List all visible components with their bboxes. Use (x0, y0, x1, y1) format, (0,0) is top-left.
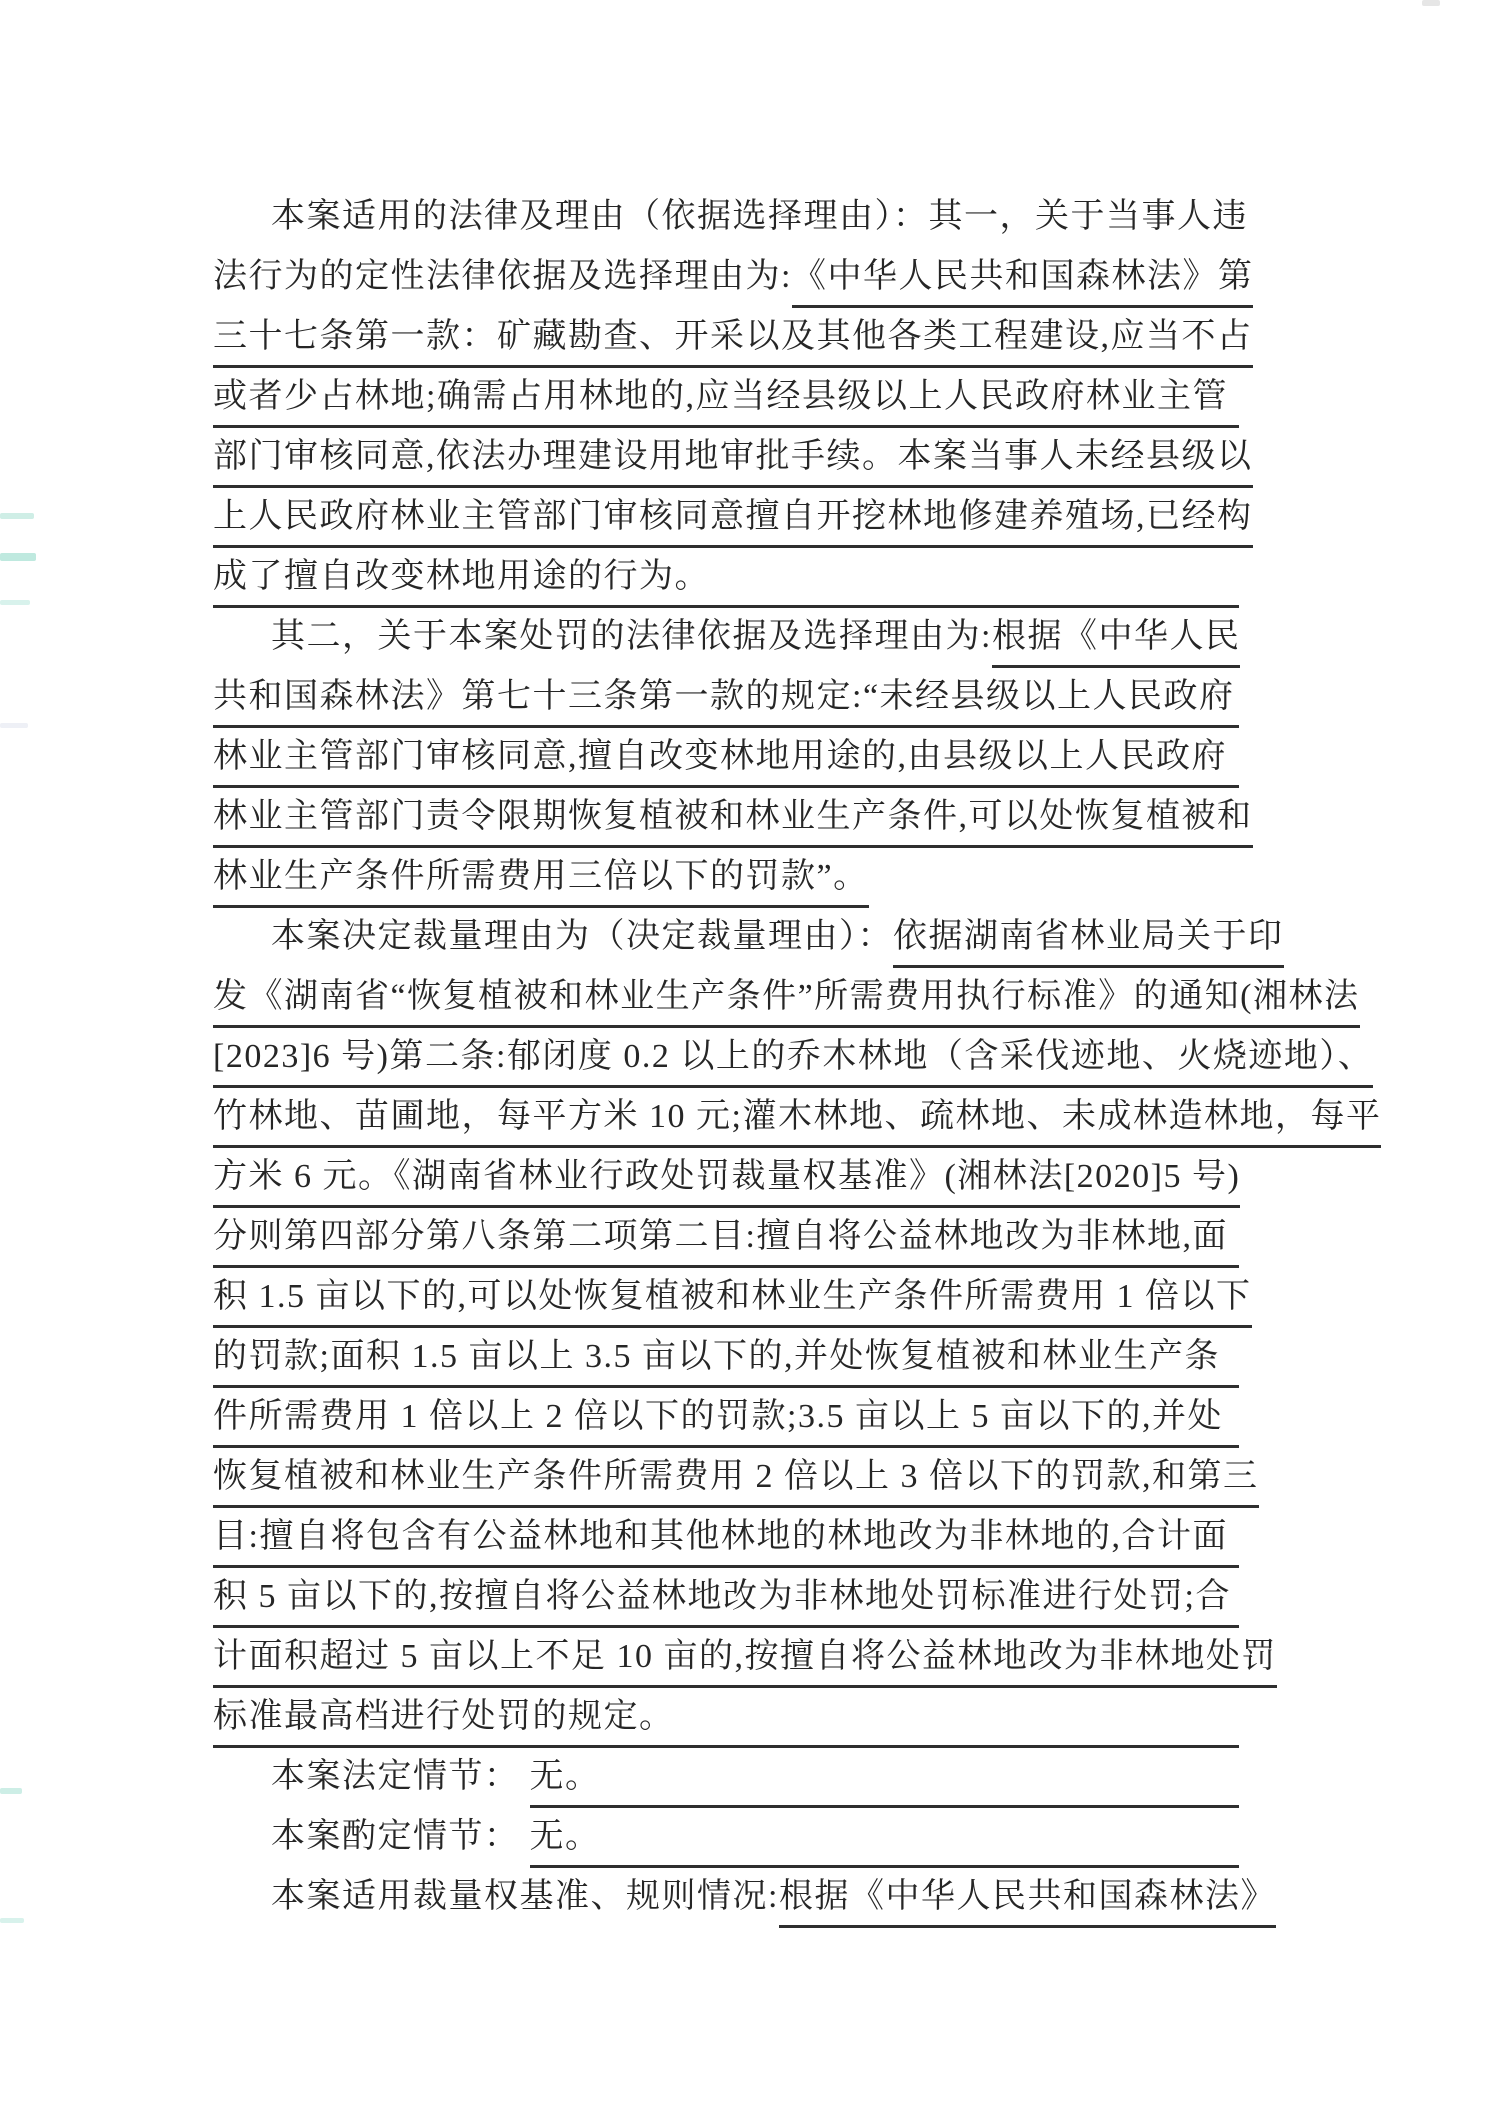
text-line (213, 728, 1239, 788)
underlined-text-segment: 恢复植被和林业生产条件所需费用 2 倍以上 3 倍以下的罚款,和第三 (213, 1448, 1259, 1508)
text-line (213, 788, 1253, 848)
underline-extension (1231, 1568, 1239, 1628)
text-segment: 本案酌定情节： (271, 1818, 530, 1855)
underlined-text-segment: 林业主管部门审核同意,擅自改变林地用途的,由县级以上人民政府 (213, 728, 1227, 788)
underlined-text-segment: 林业生产条件所需费用三倍以下的罚款”。 (213, 848, 869, 908)
text-line (213, 1568, 1239, 1628)
text-line (213, 848, 1239, 908)
paragraph-indent (213, 188, 271, 248)
text-segment: 本案适用的法律及理由（依据选择理由）：其一，关于当事人违 (271, 198, 1248, 235)
text-line (213, 1688, 1239, 1748)
text-line (213, 1268, 1252, 1328)
scan-artifact (0, 1918, 24, 1923)
underlined-text-segment: 发《湖南省“恢复植被和林业生产条件”所需费用执行标准》的通知(湘林法 (213, 968, 1360, 1028)
scan-artifact (0, 513, 34, 519)
text-line (213, 668, 1239, 728)
text-segment: 本案适用裁量权基准、规则情况: (271, 1878, 779, 1915)
text-line (213, 1328, 1239, 1388)
underlined-text-segment: 三十七条第一款：矿藏勘查、开采以及其他各类工程建设,应当不占 (213, 308, 1253, 368)
underline-extension (601, 1808, 1240, 1868)
underline-extension (1228, 1208, 1239, 1268)
text-line (213, 1208, 1239, 1268)
paragraph-indent (213, 608, 271, 668)
underlined-text-segment: 上人民政府林业主管部门审核同意擅自开挖林地修建养殖场,已经构 (213, 488, 1253, 548)
scan-artifact (1422, 0, 1440, 6)
text-line (213, 1868, 1276, 1928)
document-body (213, 188, 1382, 1928)
underlined-text-segment: 标准最高档进行处罚的规定。 (213, 1688, 675, 1748)
underlined-text-segment: 无。 (530, 1808, 601, 1868)
text-segment: 本案决定裁量理由为（决定裁量理由）： (271, 918, 893, 955)
underline-extension (1223, 1388, 1239, 1448)
text-line (213, 1628, 1277, 1688)
text-line (213, 548, 1239, 608)
text-line (213, 1808, 1239, 1868)
underlined-text-segment: 林业主管部门责令限期恢复植被和林业生产条件,可以处恢复植被和 (213, 788, 1253, 848)
text-line (213, 428, 1253, 488)
text-segment: 法行为的定性法律依据及选择理由为: (213, 258, 792, 295)
underlined-text-segment: 方米 6 元。《湖南省林业行政处罚裁量权基准》(湘林法[2020]5 号) (213, 1148, 1240, 1208)
scan-artifact (0, 600, 30, 605)
underlined-text-segment: [2023]6 号)第二条:郁闭度 0.2 以上的乔木林地（含采伐迹地、火烧迹地）、 (213, 1028, 1373, 1088)
paragraph-indent (213, 1868, 271, 1928)
underline-extension (1228, 368, 1239, 428)
underlined-text-segment: 《中华人民共和国森林法》第 (792, 248, 1254, 308)
underlined-text-segment: 部门审核同意,依法办理建设用地审批手续。本案当事人未经县级以 (213, 428, 1253, 488)
text-line (213, 308, 1253, 368)
text-segment: 其二，关于本案处罚的法律依据及选择理由为: (271, 618, 992, 655)
scan-artifact (0, 723, 28, 728)
scan-artifact (0, 553, 36, 561)
underlined-text-segment: 竹林地、苗圃地，每平方米 10 元;灌木林地、疏林地、未成林造林地，每平 (213, 1088, 1381, 1148)
text-line (213, 188, 1248, 248)
paragraph-indent (213, 908, 271, 968)
underlined-text-segment: 根据《中华人民 (992, 608, 1241, 668)
text-line (213, 908, 1284, 968)
text-line (213, 968, 1360, 1028)
scan-artifact (0, 1788, 22, 1794)
text-line (213, 1088, 1382, 1148)
underlined-text-segment: 或者少占林地;确需占用林地的,应当经县级以上人民政府林业主管 (213, 368, 1228, 428)
underlined-text-segment: 依据湖南省林业局关于印 (893, 908, 1284, 968)
text-line (213, 1748, 1239, 1808)
text-line (213, 1028, 1374, 1088)
underline-extension (1227, 728, 1239, 788)
underline-extension (1220, 1328, 1239, 1388)
paragraph-indent (213, 1808, 271, 1868)
text-line (213, 248, 1254, 308)
text-line (213, 1148, 1239, 1208)
underline-extension (601, 1748, 1240, 1808)
text-line (213, 1448, 1259, 1508)
text-line (213, 608, 1239, 668)
underlined-text-segment: 根据《中华人民共和国森林法》 (779, 1868, 1276, 1928)
underlined-text-segment: 分则第四部分第八条第二项第二目:擅自将公益林地改为非林地,面 (213, 1208, 1228, 1268)
text-line (213, 488, 1253, 548)
underline-extension (710, 548, 1239, 608)
text-line (213, 1388, 1239, 1448)
paragraph-indent (213, 1748, 271, 1808)
underlined-text-segment: 积 1.5 亩以下的,可以处恢复植被和林业生产条件所需费用 1 倍以下 (213, 1268, 1252, 1328)
underline-extension (1235, 668, 1239, 728)
underline-extension (675, 1688, 1240, 1748)
underlined-text-segment: 件所需费用 1 倍以上 2 倍以下的罚款;3.5 亩以上 5 亩以下的,并处 (213, 1388, 1223, 1448)
underlined-text-segment: 目:擅自将包含有公益林地和其他林地的林地改为非林地的,合计面 (213, 1508, 1228, 1568)
underlined-text-segment: 积 5 亩以下的,按擅自将公益林地改为非林地处罚标准进行处罚;合 (213, 1568, 1231, 1628)
underlined-text-segment: 成了擅自改变林地用途的行为。 (213, 548, 710, 608)
text-segment: 本案法定情节： (271, 1758, 530, 1795)
underlined-text-segment: 计面积超过 5 亩以上不足 10 亩的,按擅自将公益林地改为非林地处罚 (213, 1628, 1277, 1688)
underline-extension (1228, 1508, 1239, 1568)
underlined-text-segment: 的罚款;面积 1.5 亩以上 3.5 亩以下的,并处恢复植被和林业生产条 (213, 1328, 1220, 1388)
underlined-text-segment: 共和国森林法》第七十三条第一款的规定:“未经县级以上人民政府 (213, 668, 1235, 728)
text-line (213, 368, 1239, 428)
text-line (213, 1508, 1239, 1568)
underlined-text-segment: 无。 (530, 1748, 601, 1808)
